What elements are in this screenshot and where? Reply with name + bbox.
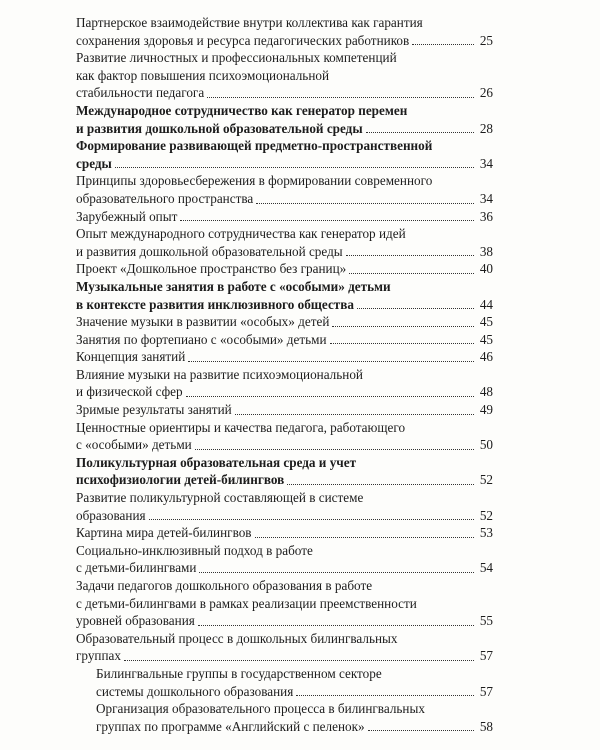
toc-entry-title-line: среды [76,155,112,171]
toc-entry-title-line: и развития дошкольной образовательной среды [76,243,343,259]
toc-entry [76,172,493,207]
toc-entry [76,225,493,260]
page-number: 53 [479,525,493,541]
toc-entry [76,366,493,401]
toc-entry [76,208,493,226]
toc-entry [76,102,493,137]
dot-leader [296,695,474,696]
toc-entry-title-line: Задачи педагогов дошкольного образования в работе [76,578,373,593]
toc-entry [76,14,493,49]
page-number: 48 [479,384,493,400]
page-number: 57 [479,648,493,664]
toc-entry-title-line: с «особыми» детьми [76,437,192,453]
page-number: 34 [479,190,493,206]
toc-entry-title-line: Проект «Дошкольное пространство без границ» [76,261,347,277]
toc-entry-title-line: Музыкальные занятия в работе с «особыми» детьми [76,278,391,294]
toc-entry-title-line: Принципы здоровьесбережения в формировании современного [76,173,433,189]
toc-entry-title-line: уровней образования [76,613,195,629]
toc-entry-title-line: Развитие поликультурной составляющей в системе [76,490,364,506]
toc-entry-title-line: Влияние музыки на развитие психоэмоциональной [76,366,363,382]
toc-entry-title-line: Концепция занятий [76,349,186,365]
page-number: 52 [479,507,493,523]
toc-entry-title-line: группах [76,648,121,664]
toc-entry-title-line: и развития дошкольной образовательной среды [76,120,363,136]
dot-leader [199,572,474,573]
dot-leader [368,730,474,731]
page-number: 49 [479,402,493,418]
page-number: 34 [479,155,493,171]
dot-leader [124,660,474,661]
toc-entry-title-line: стабильности педагога [76,85,205,101]
toc-entry-title-line: системы дошкольного образования [96,683,294,699]
dot-leader [357,308,474,309]
page-number: 38 [479,243,493,259]
page-number: 25 [479,32,493,48]
toc-entry-title-line: Опыт международного сотрудничества как генератор идей [76,226,406,242]
toc-entry-title-line: в контексте развития инклюзивного общества [76,296,354,312]
dot-leader [332,326,474,327]
toc-entry-title-line: группах по программе «Английский с пеленок» [96,718,365,734]
toc-entry [76,313,493,331]
dot-leader [346,255,474,256]
page-number: 45 [479,331,493,347]
toc-entry-title-line: и физической сфер [76,384,183,400]
page-number: 28 [479,120,493,136]
toc-entry [76,489,493,524]
toc-entry-title-line: психофизиологии детей-билингвов [76,472,285,488]
toc-entry-title-line: Формирование развивающей предметно-пространственной [76,138,433,154]
dot-leader [207,97,474,98]
toc-entry [96,665,493,700]
page-number: 26 [479,85,493,101]
toc-entry [76,419,493,454]
toc-entry [76,401,493,419]
toc-entry-title-line: Социально-инклюзивный подход в работе [76,542,313,558]
dot-leader [256,203,474,204]
toc-entry-title-line: Занятия по фортепиано с «особыми» детьми [76,331,327,347]
dot-leader [366,132,474,133]
toc-entry [76,49,493,102]
toc-entry-title-line: как фактор повышения психоэмоциональной [76,67,330,83]
page-number: 57 [479,683,493,699]
toc-entry-title-line: Ценностные ориентиры и качества педагога, работающего [76,419,406,435]
toc-entry-title-line: с детьми-билингвами в рамках реализации преемственности [76,595,417,611]
dot-leader [349,273,474,274]
dot-leader [330,343,474,344]
page-number: 40 [479,261,493,277]
page-number: 55 [479,613,493,629]
toc-entry [76,331,493,349]
toc-entry-title-line: образования [76,507,146,523]
dot-leader [255,537,474,538]
dot-leader [235,414,474,415]
toc-entry-title-line: Поликультурная образовательная среда и учет [76,454,357,470]
toc-entry-title-line: Зримые результаты занятий [76,402,232,418]
page-number: 45 [479,314,493,330]
toc-entry-title-line: Картина мира детей-билингвов [76,525,252,541]
page-number: 46 [479,349,493,365]
page-number: 36 [479,208,493,224]
dot-leader [115,167,474,168]
toc-entry [76,524,493,542]
toc-entry [76,630,493,665]
page-number: 50 [479,437,493,453]
toc-entry-title-line: Организация образовательного процесса в билингвальных [96,701,425,717]
toc-entry [76,577,493,630]
dot-leader [198,625,474,626]
dot-leader [412,44,474,45]
dot-leader [287,484,474,485]
toc-entry [76,278,493,313]
toc-entry-title-line: сохранения здоровья и ресурса педагогических работников [76,32,410,48]
dot-leader [188,361,474,362]
dot-leader [186,396,474,397]
toc-entry-title-line: Значение музыки в развитии «особых» детей [76,314,330,330]
toc-entry-title-line: образовательного пространства [76,190,254,206]
page-number: 54 [479,560,493,576]
toc-entry [76,348,493,366]
dot-leader [180,220,474,221]
page-number: 58 [479,718,493,734]
toc-entry-title-line: с детьми-билингвами [76,560,197,576]
page-number: 52 [479,472,493,488]
page-number: 44 [479,296,493,312]
toc-entry-title-line: Образовательный процесс в дошкольных билингвальных [76,630,398,646]
toc-entry [76,454,493,489]
dot-leader [149,519,474,520]
table-of-contents [76,14,493,735]
toc-entry [76,137,493,172]
toc-entry-title-line: Билингвальные группы в государственном секторе [96,665,382,681]
toc-entry-title-line: Международное сотрудничество как генератор перемен [76,102,408,118]
toc-entry-title-line: Партнерское взаимодействие внутри коллектива как гарантия [76,15,423,30]
toc-entry-title-line: Развитие личностных и профессиональных компетенций [76,50,397,66]
toc-entry [76,260,493,278]
toc-entry [76,542,493,577]
toc-entry [96,700,493,735]
toc-entry-title-line: Зарубежный опыт [76,208,178,224]
dot-leader [195,449,474,450]
